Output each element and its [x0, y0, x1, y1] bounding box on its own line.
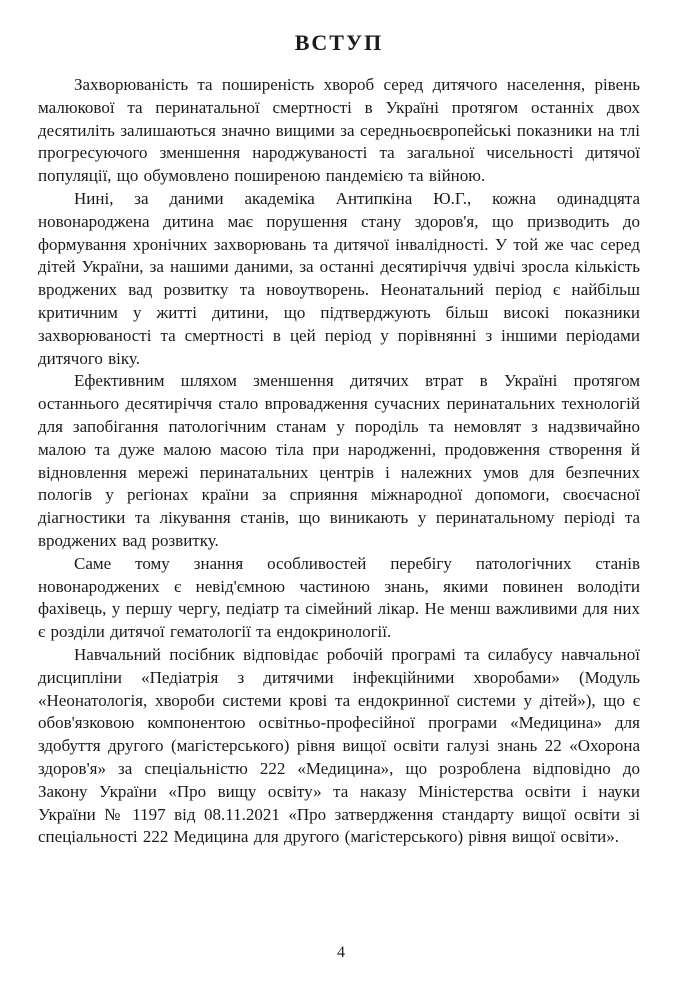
paragraph: Саме тому знання особливостей перебігу патологічних станів новонароджених є невід'ємною частиною знань, якими повинен володіти фахівець, у першу чергу, педіатр та сімейний лікар. Не менш важливими для них є розділи дитячої гематології та ендокринології. [38, 553, 640, 642]
page-title: ВСТУП [294, 30, 384, 55]
paragraph: Нині, за даними академіка Антипкіна Ю.Г., кожна одинадцята новонароджена дитина має порушення стану здоров'я, що призводить до формування хронічних захворювань та дитячої інвалідності. У той же час серед дітей України, за нашими даними, за останні десятиріччя удвічі зросла кількість вроджених вад розвитку та новоутворень. Неонатальний період є найбільш критичним у житті дитини, що підтверджують більш високі показники захворюваності та смертності в цей період у порівнянні з іншими періодами дитячого віку. [38, 188, 640, 368]
page-number: 4 [337, 944, 345, 961]
paragraph: Ефективним шляхом зменшення дитячих втрат в Україні протягом останнього десятиріччя стало впровадження сучасних перинатальних технологій для запобігання патологічним станам у породіль та немовлят з надзвичайно малою та дуже малою масою тіла при народженні, продовження створення й відновлення мережі перинатальних центрів і належних умов для безпечних пологів у регіонах країни за сприяння міжнародної допомоги, своєчасної діагностики та лікування станів, що виникають у перинатальному періоді та вроджених вад розвитку. [38, 371, 640, 550]
paragraph: Навчальний посібник відповідає робочій програмі та силабусу навчальної дисципліни «Педіатрія з дитячими інфекційними хворобами» (Модуль «Неонатологія, хвороби системи крові та ендокринної системи у дітей»), що є обов'язковою компонентою освітньо-професійної програми «Медицина» для здобуття другого (магістерського) рівня вищої освіти галузі знань 22 «Охорона здоров'я» за спеціальністю 222 «Медицина», що розроблена відповідно до Закону України «Про вищу освіту» та наказу Міністерства освіти і науки України № 1197 від 08.11.2021 «Про затвердження стандарту вищої освіти зі спеціальності 222 Медицина для другого (магістерського) рівня вищої освіти». [38, 644, 640, 847]
paragraph: Захворюваність та поширеність хвороб серед дитячого населення, рівень малюкової та перинатальної смертності в Україні протягом останніх двох десятиліть залишаються значно вищими за середньоєвропейські показники на тлі прогресуючого зменшення народжуваності та загальної чисельності дитячої популяції, що обумовлено поширеною пандемією та війною. [38, 75, 640, 186]
